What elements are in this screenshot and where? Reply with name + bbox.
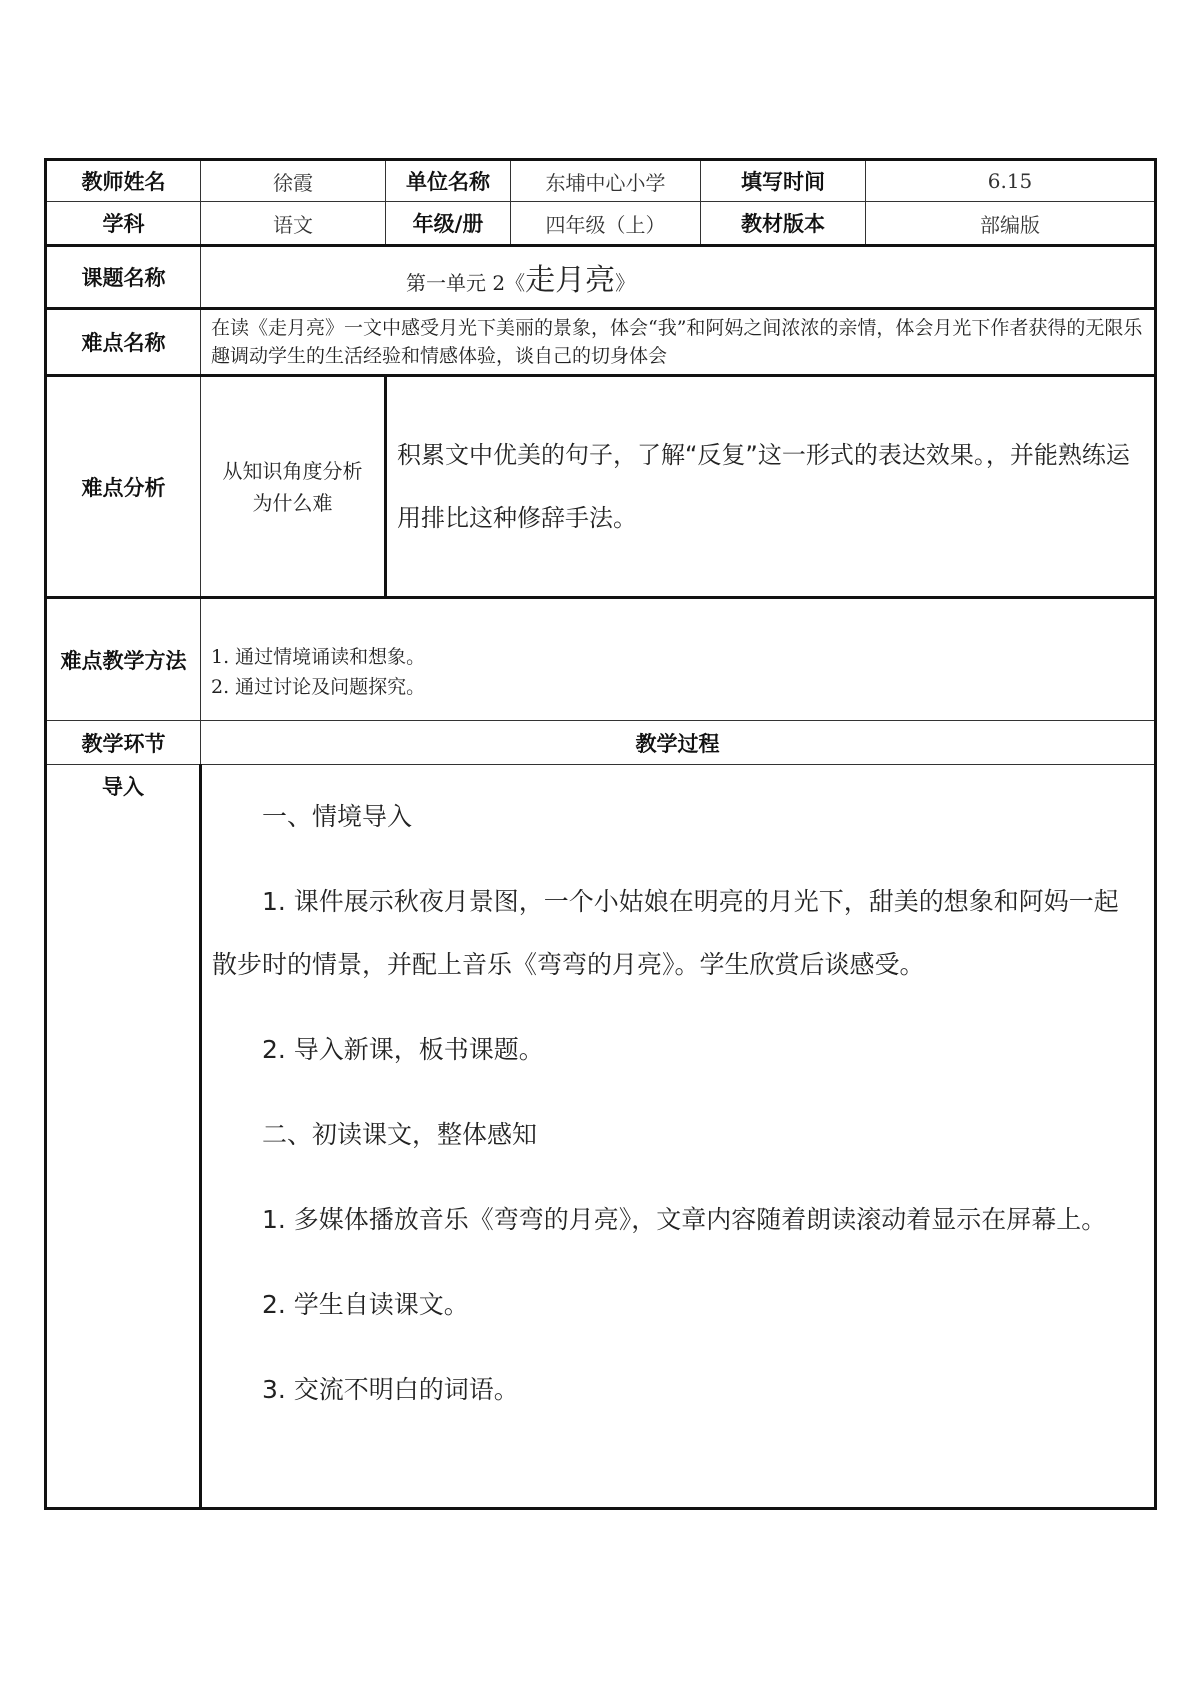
process-paragraph: 一、情境导入 bbox=[262, 802, 413, 831]
process-paragraph: 1. 多媒体播放音乐《弯弯的月亮》，文章内容随着朗读滚动着显示在屏幕上。 bbox=[262, 1205, 1107, 1234]
lesson-title-prefix: 第一单元 2《 bbox=[406, 271, 526, 295]
grade-label: 年级/册 bbox=[386, 202, 511, 246]
lesson-row bbox=[46, 246, 1156, 309]
method-item: 2. 通过讨论及问题探究。 bbox=[211, 675, 426, 698]
lesson-title-suffix: 》 bbox=[615, 271, 636, 295]
date-label: 填写时间 bbox=[701, 160, 866, 202]
method-row bbox=[46, 598, 1156, 721]
unit-label: 单位名称 bbox=[386, 160, 511, 202]
process-paragraph: 2. 导入新课，板书课题。 bbox=[262, 1035, 544, 1064]
process-row bbox=[46, 765, 1156, 1509]
analysis-row bbox=[46, 376, 1156, 598]
unit-value: 东埔中心小学 bbox=[511, 160, 701, 202]
stage-name: 导入 bbox=[46, 765, 201, 1509]
analysis-why-label: 从知识角度分析为什么难 bbox=[201, 376, 386, 598]
header-row-2 bbox=[46, 202, 1156, 246]
method-item: 1. 通过情境诵读和想象。 bbox=[211, 645, 426, 668]
teacher-value: 徐霞 bbox=[201, 160, 386, 202]
difficulty-label: 难点名称 bbox=[46, 309, 201, 376]
process-content bbox=[201, 765, 1156, 1509]
process-paragraph: 1. 课件展示秋夜月景图，一个小姑娘在明亮的月光下，甜美的想象和阿妈一起散步时的情景，并配上音乐《弯弯的月亮》。学生欣赏后谈感受。 bbox=[212, 887, 1119, 979]
date-value: 6.15 bbox=[866, 160, 1156, 202]
difficulty-row bbox=[46, 309, 1156, 376]
analysis-label: 难点分析 bbox=[46, 376, 201, 598]
difficulty-text: 在读《走月亮》一文中感受月光下美丽的景象，体会“我”和阿妈之间浓浓的亲情，体会月光下作者获得的无限乐趣调动学生的生活经验和情感体验，谈自己的切身体会 bbox=[201, 309, 1156, 376]
header-row-1 bbox=[46, 160, 1156, 202]
method-list bbox=[201, 598, 1156, 721]
lesson-title bbox=[201, 246, 1156, 309]
lesson-plan-table bbox=[44, 158, 1157, 1510]
grade-value: 四年级（上） bbox=[511, 202, 701, 246]
edition-value: 部编版 bbox=[866, 202, 1156, 246]
process-header: 教学过程 bbox=[201, 721, 1156, 765]
analysis-text: 积累文中优美的句子，了解“反复”这一形式的表达效果。，并能熟练运用排比这种修辞手法。 bbox=[386, 376, 1156, 598]
process-paragraph: 二、初读课文，整体感知 bbox=[262, 1120, 538, 1149]
process-header-row bbox=[46, 721, 1156, 765]
teacher-label: 教师姓名 bbox=[46, 160, 201, 202]
lesson-label: 课题名称 bbox=[46, 246, 201, 309]
subject-value: 语文 bbox=[201, 202, 386, 246]
edition-label: 教材版本 bbox=[701, 202, 866, 246]
process-paragraph: 2. 学生自读课文。 bbox=[262, 1290, 469, 1319]
method-label: 难点教学方法 bbox=[46, 598, 201, 721]
stage-header: 教学环节 bbox=[46, 721, 201, 765]
subject-label: 学科 bbox=[46, 202, 201, 246]
process-paragraph: 3. 交流不明白的词语。 bbox=[262, 1375, 519, 1404]
lesson-title-main: 走月亮 bbox=[525, 263, 616, 298]
